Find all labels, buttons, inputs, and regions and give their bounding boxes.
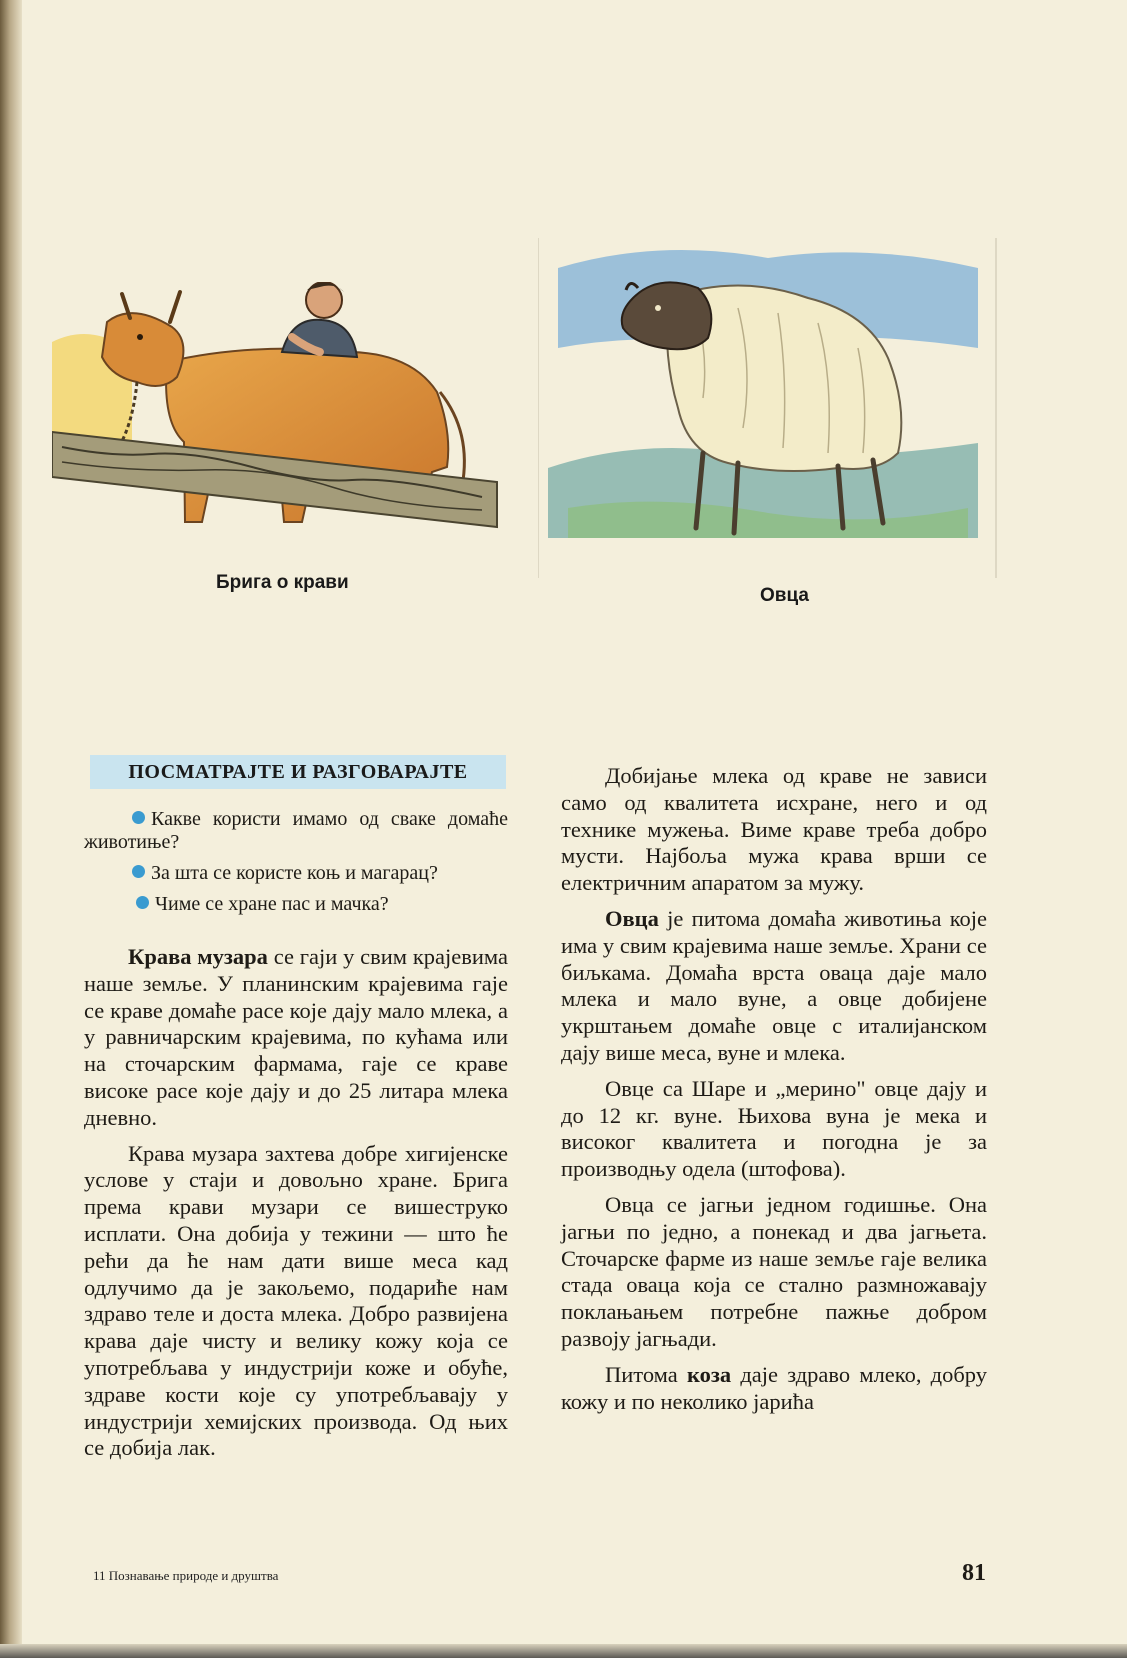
cow-illustration [52, 282, 527, 552]
paragraph: Крава музара захтева добре хигијенске услове у стаји и довољно хране. Брига према крави музари се вишеструко исплати. Она добија у тежини — што ће рећи да ће нам дати више меса кад одлучимо да је закољемо, подариће нам здраво теле и доста млека. Добро развијена крава даје чисту и велику кожу која се употребљава у индустрији коже и обуће, здраве кости које су употребљавају у индустрији хемијских производа. Од њих се добија лак. [84, 1140, 508, 1461]
paragraph: Овца се јагњи једном годишње. Она јагњи по једно, а понекад и два јагњета. Сточарске фарме из наше земље гаје велика стада оваца која се стално размножавају поклањањем потребне пажње добром развоју јагњади. [561, 1191, 987, 1351]
paragraph-text: је питома домаћа животиња које има у свим крајевима наше земље. Храни се биљкама. Домаћа врста оваца даје мало млека и мало вуне, а овце добијене укрштањем домаће овце с италијанском дају више меса, вуне и млека. [561, 905, 987, 1065]
paragraph-text: Питома [605, 1361, 687, 1387]
bullet-icon [132, 865, 145, 878]
question-item [84, 808, 508, 854]
paragraph-text: даје здраво млеко, добру кожу и по неколико јарића [561, 1361, 988, 1414]
question-text: За шта се користе коњ и магарац? [151, 862, 438, 884]
page-number: 81 [962, 1560, 986, 1586]
paragraph: Добијање млека од краве не зависи само од квалитета исхране, него и од технике мужења. Виме краве треба добро мусти. Најбоља мужа крава врши се електричним апаратом за мужу. [561, 763, 987, 896]
question-item [84, 893, 508, 916]
paragraph-text: се гаји у свим крајевима наше земље. У планинским крајевима гаје се краве домаће расе које дају мало млека, а у равничарским крајевима, по кућама или на сточарским фармама, гаје се краве високе расе које дају и до 25 литара млека дневно. [84, 944, 508, 1130]
question-text: Чиме се хране пас и мачка? [155, 893, 389, 915]
footer-book-title: 11 Познавање природе и друштва [93, 1568, 279, 1583]
term-sheep: Овца [605, 905, 659, 931]
question-text: Какве користи имамо од сваке домаће животиње? [84, 808, 508, 853]
figure-caption-sheep: Овца [760, 585, 809, 606]
sheep-illustration [538, 238, 998, 578]
page-binding-shadow [0, 0, 22, 1658]
paragraph: Овце са Шаре и „мерино" овце дају и до 12 кг. вуне. Њихова вуна је мека и високог квалитета и погодна је за производњу одела (штофова). [561, 1075, 987, 1182]
bullet-icon [136, 896, 149, 909]
paragraph [561, 906, 987, 1067]
figure-caption-cow: Брига о крави [216, 572, 349, 593]
bullet-icon [132, 811, 145, 824]
term-goat: коза [686, 1361, 732, 1387]
paragraph [561, 1362, 987, 1416]
section-heading: ПОСМАТРАЈТЕ И РАЗГОВАРАЈТЕ [90, 755, 506, 789]
left-column [84, 944, 508, 1471]
right-column [561, 763, 987, 1424]
discussion-questions [84, 808, 508, 924]
term-dairy-cow: Крава музара [128, 944, 268, 969]
paragraph [84, 944, 508, 1132]
page-bottom-edge [0, 1644, 1127, 1658]
question-item [84, 862, 508, 885]
